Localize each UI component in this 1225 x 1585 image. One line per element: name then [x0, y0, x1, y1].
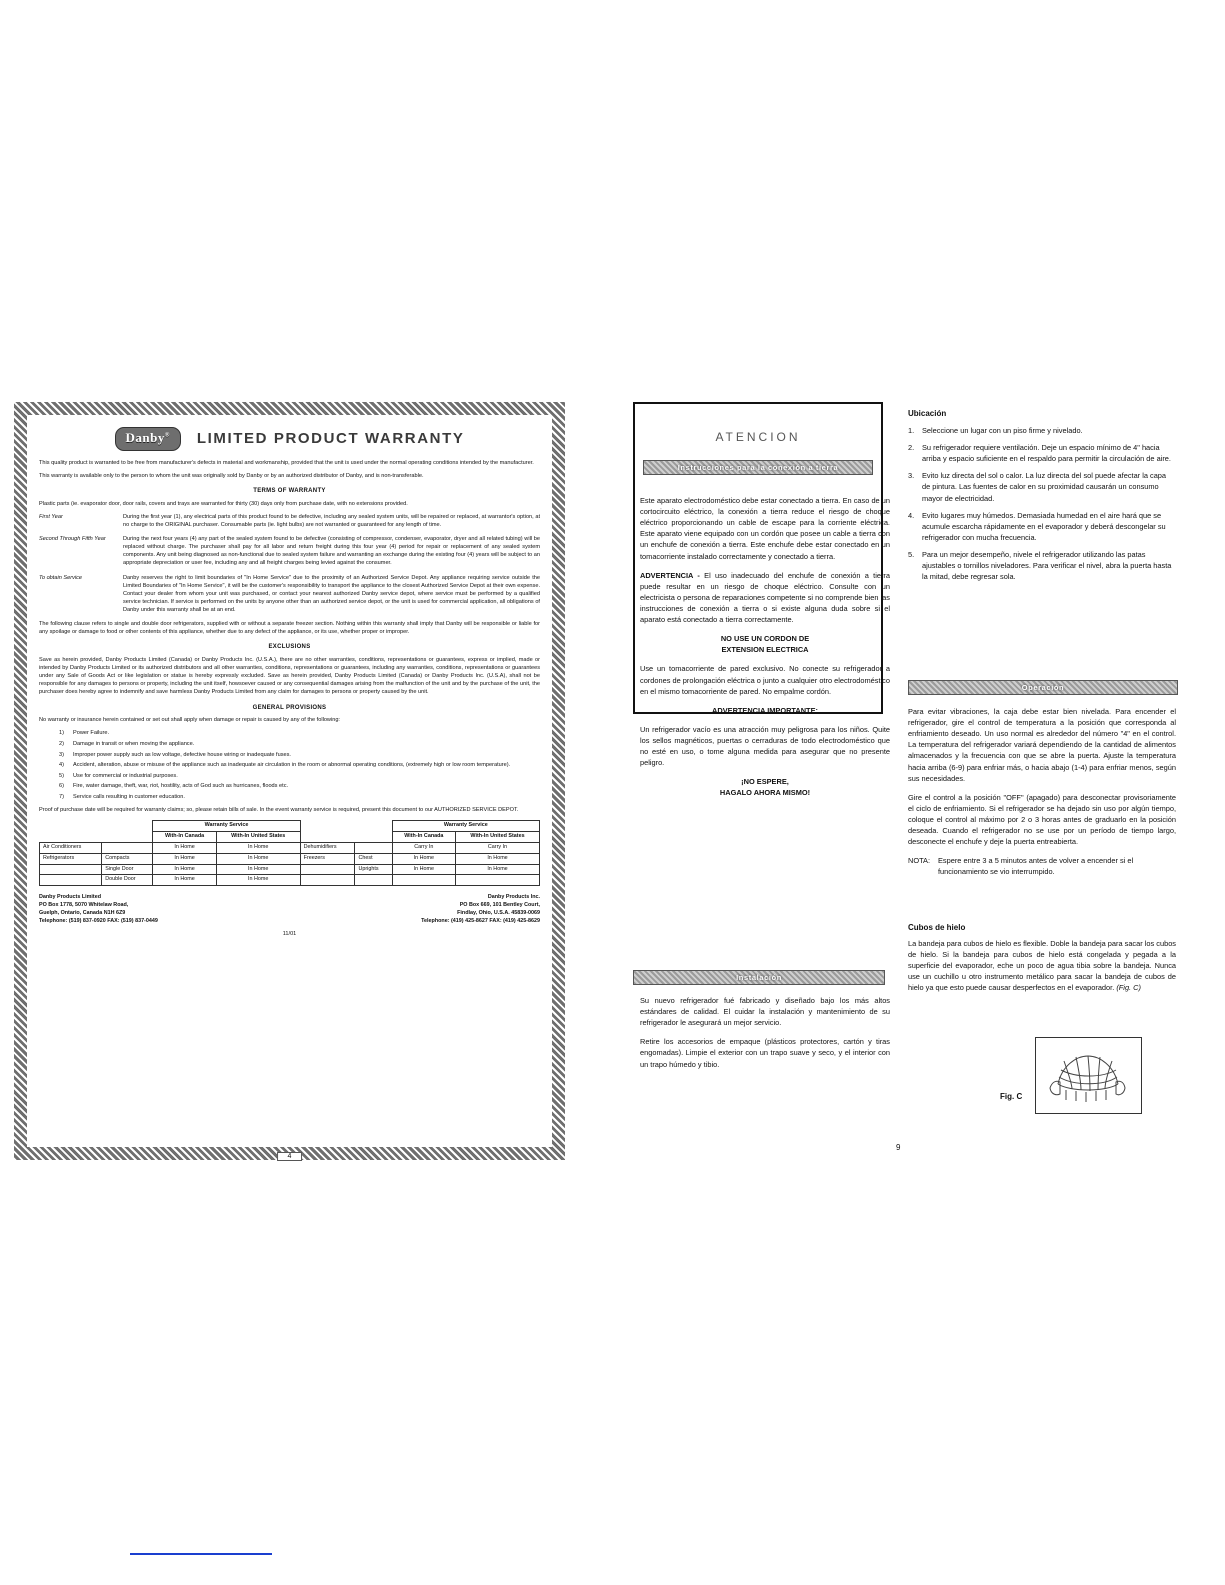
cell-canada: In Home — [392, 853, 455, 864]
term-label: First Year — [39, 513, 63, 520]
phone-line: Telephone: (419) 425-8627 FAX: (419) 425-8629 — [421, 918, 540, 925]
bottom-link-underline — [130, 1553, 272, 1555]
proof-of-purchase-text: Proof of purchase date will be required for warranty claims; so, please retain bills of sale. In the event warranty service is required, present this document to our AUTHORIZED SERVICE DEPOT. — [39, 807, 519, 814]
address-line: Guelph, Ontario, Canada N1H 6Z9 — [39, 910, 126, 917]
cell-canada: In Home — [153, 842, 216, 853]
cell-subcategory: Compacts — [102, 853, 153, 864]
cell-category — [40, 864, 102, 875]
grounding-paragraph: Este aparato electrodoméstico debe estar conectado a tierra. En caso de un cortocircuito eléctrico, la conexión a tierra reduce el riesgo de choque eléctrico proporcionando un cable de escape para la corriente eléctrica. Este aparato viene equipado con un cordón que posee un cable a tierra con un enchufe de conexión a tierra. Este enchufe debe estar conectado en un tomacorriente instalado correctamente y conectado a tierra. — [640, 496, 890, 561]
term-text: During the next four years (4) any part of the sealed system found to be defective (consisting of compressor, condenser, evaporator, dryer and all related tubing) will be replaced without charge. The purchaser shall pay for all labor and return freight during this four year (4) period for repair or replacement of any sealed system components. Any unit being diagnosed as non-functional due to sealed system failure and warranting an exchange during the existing four (4) years will be subject to an appropriate depreciation or user fee, including any and all freight charges being levied against the consumer. — [123, 536, 540, 567]
col-canada: With-In Canada — [153, 832, 216, 843]
term-text: During the first year (1), any electrical parts of this product found to be defective, including any sealed system units, will be repaired or replaced, at warrantor's option, at no charge to the ORIGINAL purchaser. Consumable parts (ie. light bulbs) are not warranted or guaranteed for any length of time. — [123, 513, 540, 528]
address-line: PO Box 669, 101 Bentley Court, — [459, 902, 540, 909]
company-name: Danby Products Inc. — [487, 894, 540, 901]
cell-canada: In Home — [153, 875, 216, 886]
advertencia-text: El uso inadecuado del enchufe de conexión a tierra puede resultar en un riesgo de choque eléctrico. Consulte con un electricista o persona de reparaciones competente si no comprende bien las instrucciones de conexión a tierra o si existe alguna duda sobre si el aparato está conectado a tierra correctamente. — [640, 570, 891, 625]
cell-category — [40, 875, 102, 886]
exclusions-text: Save as herein provided, Danby Products Limited (Canada) or Danby Products Inc. (U.S.A.), there are no other warranties, conditions, representations or guarantees, express or implied, made or intended by Danby Products Limited or its authorized distributors and all other warranties, conditions, representations or guarantees, including any warranties, conditions, representations or guarantees under any Sale of Goods Act or like legislation or statue is hereby expressly excluded. Save as herein provided, Danby Products Limited (Canada) or Danby Products Inc. (U.S.A), shall not be responsible for any damages to persons or property, including the unit itself, howsoever caused or any consequential damages arising from the malfunction of the unit and by the purchase of the unit, the purchaser does hereby agree to indemnify and save harmless Danby Products Limited from any claim for damages to persons or property caused by the unit. — [39, 656, 540, 696]
list-item: Su refrigerador requiere ventilación. Deje un espacio mínimo de 4" hacia arriba y espacio suficiente en el respaldo para permitir la circulación de aire. — [922, 443, 1171, 464]
cell-category: Refrigerators — [40, 853, 102, 864]
term-text: Danby reserves the right to limit boundaries of "In Home Service" due to the proximity of an Authorized Service Depot. Any appliance requiring service outside the Limited Boundaries of "In Home Service", it will be the customer's responsibility to transport the appliance to the closest Authorized Service Depot at their own expense. Contact your dealer from whom your unit was purchased, or contact your nearest authorized Danby service depot, where service must be performed by a qualified service technician. If service is performed on the units by anyone other than an authorized service depot, or the unit is used for commercial application, all obligations of Danby under this warranty shall be at an end. — [123, 574, 540, 613]
cubos-de-hielo-heading: Cubos de hielo — [908, 923, 966, 932]
general-provisions-intro: No warranty or insurance herein contained or set out shall apply when damage or repair is caused by any of the following: — [39, 717, 340, 724]
note-label: NOTA: — [908, 856, 931, 866]
operacion-text — [908, 706, 1176, 878]
spacer-cell — [102, 832, 153, 843]
warranty-service-table — [39, 820, 540, 886]
table-row — [40, 853, 540, 864]
general-provisions-heading: GENERAL PROVISIONS — [252, 704, 327, 711]
term-first-year — [39, 513, 540, 529]
instalacion-paragraph-2: Retire los accesorios de empaque (plásticos protectores, cartón y tiras engomadas). Limpie el exterior con un trapo suave y seco, y el interior con un trapo húmedo y tibio. — [640, 1037, 890, 1069]
ice-cube-tray-illustration — [1036, 1038, 1139, 1111]
ubicacion-list — [908, 425, 1176, 582]
general-provisions-list — [39, 729, 540, 801]
instalacion-banner: Instalación — [633, 970, 885, 985]
cell-subcategory: Single Door — [102, 864, 153, 875]
advertencia-label: ADVERTENCIA - — [640, 570, 700, 580]
revision-code: 11/01 — [282, 930, 297, 937]
cell-canada: In Home — [153, 864, 216, 875]
empty-fridge-paragraph: Un refrigerador vacío es una atracción muy peligrosa para los niños. Quite los sellos magnéticos, puertas o cerraduras de todo electrodoméstico que no esté en uso, o tome alguna medida para asegurar que no presente peligro. — [640, 724, 890, 768]
term-label: Second Through Fifth Year — [39, 536, 106, 543]
spacer-cell — [40, 821, 102, 832]
warranty-content — [27, 415, 552, 1147]
cell-usa: In Home — [216, 875, 300, 886]
advertencia-paragraph — [640, 570, 890, 626]
heading-line-1: ¡NO ESPERE, — [741, 777, 789, 787]
figure-c-label: Fig. C — [1000, 1092, 1023, 1101]
cell-canada: In Home — [392, 864, 455, 875]
terms-heading: TERMS OF WARRANTY — [253, 488, 326, 495]
cell-category: Air Conditioners — [40, 842, 102, 853]
cell-canada: In Home — [153, 853, 216, 864]
spacer-cell — [300, 832, 355, 843]
figure-reference: (Fig. C) — [1116, 983, 1141, 993]
list-item: Damage in transit or when moving the appliance. — [73, 740, 195, 747]
address-line: Findlay, Ohio, U.S.A. 45839-0069 — [457, 910, 540, 917]
no-extension-cord-heading — [640, 633, 890, 655]
cell-subcategory: Double Door — [102, 875, 153, 886]
list-item: Seleccione un lugar con un piso firme y nivelado. — [922, 426, 1083, 435]
list-item: Use for commercial or industrial purposes. — [73, 772, 178, 779]
do-it-now-heading — [640, 776, 890, 798]
warranty-page — [14, 402, 565, 1160]
group-header-right: Warranty Service — [392, 821, 539, 832]
list-item: Fire, water damage, theft, war, riot, hostility, acts of God such as hurricanes, floods etc. — [73, 783, 289, 790]
cell-usa: In Home — [216, 842, 300, 853]
ubicacion-section — [908, 408, 1176, 592]
cell-subcategory — [355, 875, 392, 886]
ubicacion-heading: Ubicación — [908, 409, 947, 418]
term-label: To obtain Service — [39, 574, 83, 581]
heading-line-1: NO USE UN CORDON DE — [720, 634, 810, 644]
cell-usa: In Home — [456, 853, 540, 864]
cell-category — [300, 875, 355, 886]
cell-subcategory — [355, 842, 392, 853]
cell-subcategory: Chest — [355, 853, 392, 864]
operacion-note — [908, 855, 1176, 877]
term-to-obtain-service — [39, 574, 540, 615]
cell-category: Freezers — [300, 853, 355, 864]
company-name: Danby Products Limited — [39, 894, 102, 901]
warranty-footer — [39, 893, 540, 925]
table-row — [40, 842, 540, 853]
warranty-revision-bar — [39, 930, 540, 938]
term-second-through-fifth-year — [39, 535, 540, 567]
cell-usa: In Home — [216, 864, 300, 875]
spacer-cell — [102, 821, 153, 832]
operacion-banner: Operación — [908, 680, 1178, 695]
operacion-paragraph-2: Gire el control a la posición "OFF" (apagado) para desconectar provisoriamente el ciclo de enfriamiento. Si el refrigerador se ha dejado sin uso por algún tiempo, coloque el control al máximo por 2 o 3 horas antes de graduarlo en la posición deseada. Cuando el refrigerador no se use por un período de tiempo largo, desconecte el enchufe y deje la puerta entreabierta. — [908, 792, 1176, 847]
cell-usa — [456, 875, 540, 886]
warranty-title: LIMITED PRODUCT WARRANTY — [196, 430, 465, 448]
group-header-left: Warranty Service — [153, 821, 300, 832]
table-row — [40, 821, 540, 832]
list-item: Evito lugares muy húmedos. Demasiada humedad en el aire hará que se acumule escarcha rápidamente en el evaporador y deberá descongelar su refrigerador con mucha frecuencia. — [922, 510, 1166, 542]
address-line: PO Box 1778, 5070 Whitelaw Road, — [39, 902, 129, 909]
warranty-intro-2: This warranty is available only to the person to whom the unit was originally sold by Danby or by an authorized distributor of Danby, and is non-transferable. — [39, 472, 424, 479]
phone-line: Telephone: (519) 837-0920 FAX: (519) 837-0449 — [39, 918, 158, 925]
grounding-instructions-banner: Instrucciones para la conexión a tierra — [643, 460, 873, 475]
col-usa: With-In United States — [216, 832, 300, 843]
cell-subcategory — [102, 842, 153, 853]
instalacion-paragraph-1: Su nuevo refrigerador fué fabricado y diseñado bajo los más altos estándares de calidad. El cuidar la instalación y mantenimiento de su refrigerador le asegurará un mejor servicio. — [640, 996, 890, 1028]
refrigerator-clause: The following clause refers to single and double door refrigerators, supplied with or without a separate freezer section. Nothing within this warranty shall imply that Danby will be responsible or liable for any spoilage or damage to food or other contents of this appliance, whether due to any defect of the appliance, or its use, whether proper or improper. — [39, 621, 540, 636]
exclusions-heading: EXCLUSIONS — [268, 644, 311, 651]
operacion-paragraph-1: Para evitar vibraciones, la caja debe estar bien nivelada. Para encender el refrigerador, gire el control de temperatura a la posición que corresponda al enfriamiento deseado. Un uso normal es alrededor del número "4" en el control. La temperatura del refrigerador variará dependiendo de la cantidad de alimentos almacenados y la frecuencia con que se abre la puerta. Ajuste la temperatura hacia arriba (6-9) para enfriar más, o hacia abajo (1-4) para enfriar menos, según sus necesidades. — [908, 707, 1176, 783]
footer-address-usa — [421, 893, 540, 925]
warranty-header — [39, 427, 540, 451]
plastic-parts-clause: Plastic parts (ie. evaporator door, door rails, covers and trays are warranted for thirty (30) days only from purchase date, with no extensions provided. — [39, 500, 408, 507]
outlet-paragraph: Use un tomacorriente de pared exclusivo. No conecte su refrigerador a cordones de prolongación eléctrica o junto a cualquier otro electrodoméstico en el mismo tomacorriente de pared. No empalme cordón. — [640, 664, 890, 696]
cell-category — [300, 864, 355, 875]
list-item: Para un mejor desempeño, nivele el refrigerador utilizando las patas ajustables o tornillos niveladores. Para verificar el nivel, abra la puerta hasta la mitad, debe regresar sola. — [922, 549, 1172, 582]
cubos-de-hielo-section — [908, 922, 1176, 994]
important-warning-heading: ADVERTENCIA IMPORTANTE: — [712, 705, 818, 715]
spacer-cell — [355, 832, 392, 843]
atencion-text-column — [640, 495, 890, 807]
danby-logo: Danby® — [115, 427, 181, 451]
cell-subcategory: Uprights — [355, 864, 392, 875]
cubos-de-hielo-text — [908, 938, 1176, 994]
heading-line-2: EXTENSION ELECTRICA — [721, 645, 809, 655]
spacer-cell — [300, 821, 355, 832]
list-item: Service calls resulting in customer education. — [73, 793, 185, 800]
note-text: Espere entre 3 a 5 minutos antes de volver a encender si el funcionamiento se vio interrumpido. — [938, 856, 1134, 877]
cell-usa: In Home — [216, 853, 300, 864]
cell-usa: Carry In — [456, 842, 540, 853]
list-item: Power Failure. — [73, 730, 110, 737]
footer-address-canada — [39, 893, 158, 925]
spacer-cell — [40, 832, 102, 843]
cell-usa: In Home — [456, 864, 540, 875]
page-number-right: 9 — [896, 1143, 901, 1152]
warranty-intro-1: This quality product is warranted to be free from manufacturer's defects in material and workmanship, provided that the unit is used under the normal operating conditions intended by the manufacturer. — [39, 459, 534, 466]
list-item: Accident, alteration, abuse or misuse of the appliance such as inadequate air circulation in the room or abnormal operating conditions, (extremely high or low room temperature). — [73, 762, 511, 769]
table-row — [40, 832, 540, 843]
atencion-title: ATENCION — [715, 430, 801, 444]
figure-c-image — [1035, 1037, 1142, 1114]
table-row — [40, 875, 540, 886]
cell-category: Dehumidifiers — [300, 842, 355, 853]
heading-line-2: HAGALO AHORA MISMO! — [719, 788, 811, 798]
instalacion-text — [640, 995, 890, 1078]
table-row — [40, 864, 540, 875]
cell-canada — [392, 875, 455, 886]
cell-canada: Carry In — [392, 842, 455, 853]
spacer-cell — [355, 821, 392, 832]
page-number-left: 4 — [277, 1152, 303, 1161]
paragraph-body: La bandeja para cubos de hielo es flexible. Doble la bandeja para sacar los cubos de hielo. Si la bandeja para cubos de hielo está congelada y pegada a la superficie del evaporador, eche un poco de agua tibia sobre la bandeja. Nunca use un cuchillo u otro instrumento metálico para sacar la bandeja de cubos de hielo ya que esto puede causar desperfectos en el evaporador. — [908, 939, 1176, 993]
list-item: Improper power supply such as low voltage, defective house wiring or inadequate fuses. — [73, 751, 291, 758]
col-canada: With-In Canada — [392, 832, 455, 843]
col-usa: With-In United States — [456, 832, 540, 843]
list-item: Evito luz directa del sol o calor. La luz directa del sol puede afectar la capa de pintura. Las fuentes de calor en su proximidad causarán un consumo mayor de electricidad. — [922, 471, 1167, 503]
